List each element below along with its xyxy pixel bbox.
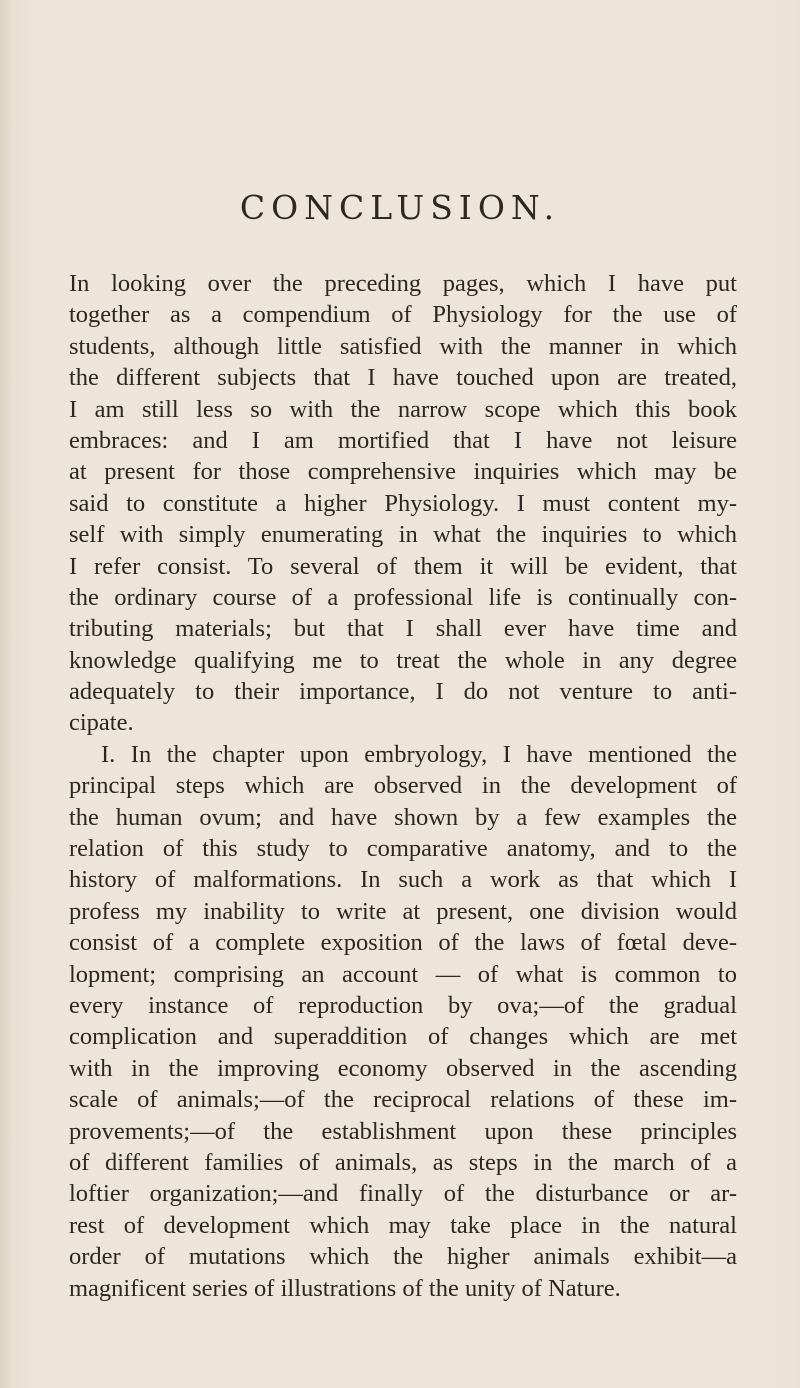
text-line: rest of development which may take place in the natural — [69, 1211, 737, 1239]
text-line: history of malformations. In such a work as that which I — [69, 866, 737, 894]
text-line: consist of a complete exposition of the laws of fœtal deve- — [69, 929, 737, 957]
text-line: I am still less so with the narrow scope which this book — [69, 395, 737, 423]
paragraph-2 — [69, 739, 737, 1304]
text-line: provements;—of the establishment upon these principles — [69, 1117, 737, 1145]
text-line: principal steps which are observed in the development of — [69, 772, 737, 800]
text-line: In looking over the preceding pages, which I have put — [69, 270, 737, 297]
text-line: loftier organization;—and finally of the disturbance or ar- — [69, 1180, 737, 1208]
text-line: the ordinary course of a professional life is continually con- — [69, 583, 737, 611]
text-line: magnificent series of illustrations of the unity of Nature. — [69, 1274, 621, 1302]
text-line: relation of this study to comparative anatomy, and to the — [69, 835, 737, 863]
text-line: of different families of animals, as steps in the march of a — [69, 1148, 737, 1176]
text-line: the different subjects that I have touched upon are treated, — [69, 364, 737, 392]
text-line: cipate. — [69, 709, 134, 737]
text-line: the human ovum; and have shown by a few examples the — [69, 803, 737, 831]
text-line: lopment; comprising an account — of what is common to — [69, 960, 737, 988]
text-line: every instance of reproduction by ova;—of the gradual — [69, 991, 737, 1019]
text-line: complication and superaddition of changes which are met — [69, 1023, 737, 1051]
text-line: profess my inability to write at present, one division would — [69, 897, 737, 925]
text-line: said to constitute a higher Physiology. I must content my- — [69, 489, 737, 517]
text-line: at present for those comprehensive inquiries which may be — [69, 458, 737, 486]
text-line: I. In the chapter upon embryology, I have mentioned the — [101, 740, 737, 768]
text-line: embraces: and I am mortified that I have not leisure — [69, 426, 737, 454]
text-line: together as a compendium of Physiology for the use of — [69, 301, 737, 329]
text-line: knowledge qualifying me to treat the whole in any degree — [69, 646, 737, 674]
paragraph-1 — [69, 268, 737, 739]
text-line: I refer consist. To several of them it will be evident, that — [69, 552, 737, 580]
text-line: with in the improving economy observed in the ascending — [69, 1054, 737, 1082]
text-line: scale of animals;—of the reciprocal relations of these im- — [69, 1086, 737, 1114]
text-line: self with simply enumerating in what the inquiries to which — [69, 521, 737, 549]
text-line: adequately to their importance, I do not venture to anti- — [69, 678, 737, 706]
body-text — [69, 268, 737, 1304]
text-line: tributing materials; but that I shall ever have time and — [69, 615, 737, 643]
text-line: order of mutations which the higher animals exhibit—a — [69, 1243, 737, 1271]
page-title: CONCLUSION. — [239, 188, 561, 227]
text-line: students, although little satisfied with the manner in which — [69, 332, 737, 360]
